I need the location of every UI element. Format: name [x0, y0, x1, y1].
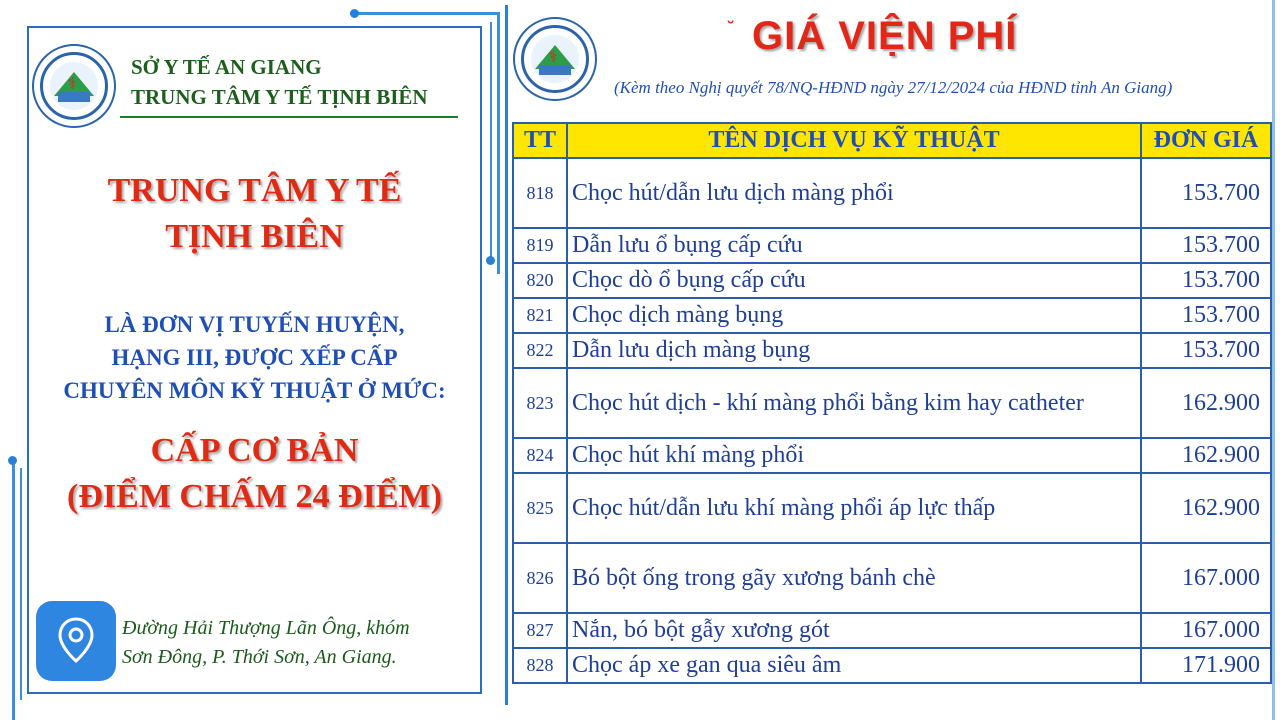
address-line: Sơn Đông, P. Thới Sơn, An Giang. [122, 646, 397, 668]
frame-line [505, 5, 508, 705]
service-name: Chọc hút/dẫn lưu khí màng phổi áp lực thấp [567, 473, 1141, 543]
address-line: Đường Hải Thượng Lãn Ông, khóm [122, 617, 410, 639]
column-header: TÊN DỊCH VỤ KỸ THUẬT [567, 123, 1141, 158]
unit-price: 153.700 [1141, 333, 1271, 368]
org-name: TRUNG TÂM Y TẾ TỊNH BIÊN [131, 85, 428, 109]
hospital-name: TỊNH BIÊN [165, 218, 344, 255]
column-header: ĐƠN GIÁ [1141, 123, 1271, 158]
frame-line [12, 462, 15, 720]
location-pin-icon [36, 601, 116, 681]
frame-line [20, 468, 22, 700]
unit-price: 167.000 [1141, 613, 1271, 648]
service-name: Dẫn lưu dịch màng bụng [567, 333, 1141, 368]
service-name: Bó bột ống trong gãy xương bánh chè [567, 543, 1141, 613]
description: CHUYÊN MÔN KỸ THUẬT Ở MỨC: [63, 378, 446, 403]
org-parent: SỞ Y TẾ AN GIANG [131, 55, 322, 79]
table-header-row [513, 123, 1271, 158]
unit-price: 153.700 [1141, 228, 1271, 263]
service-name: Dẫn lưu ổ bụng cấp cứu [567, 228, 1141, 263]
service-name: Chọc áp xe gan qua siêu âm [567, 648, 1141, 683]
table-row [513, 298, 1271, 333]
description: HẠNG III, ĐƯỢC XẾP CẤP [111, 345, 398, 370]
technical-level: CẤP CƠ BẢN [150, 432, 359, 469]
unit-price: 162.900 [1141, 438, 1271, 473]
service-name: Chọc hút/dẫn lưu dịch màng phổi [567, 158, 1141, 228]
row-number: 824 [513, 438, 567, 473]
table-row [513, 543, 1271, 613]
unit-price: 162.900 [1141, 473, 1271, 543]
unit-price: 162.900 [1141, 368, 1271, 438]
table-row [513, 473, 1271, 543]
hospital-logo: ⚕ [32, 44, 116, 128]
row-number: 828 [513, 648, 567, 683]
table-row [513, 438, 1271, 473]
row-number: 819 [513, 228, 567, 263]
service-name: Chọc hút dịch - khí màng phổi bằng kim hay catheter [567, 368, 1141, 438]
hospital-logo: ⚕ [513, 17, 597, 101]
row-number: 818 [513, 158, 567, 228]
hospital-name: TRUNG TÂM Y TẾ [107, 172, 402, 209]
row-number: 821 [513, 298, 567, 333]
table-row [513, 263, 1271, 298]
row-number: 825 [513, 473, 567, 543]
service-name: Nắn, bó bột gẫy xương gót [567, 613, 1141, 648]
service-name: Chọc hút khí màng phổi [567, 438, 1141, 473]
row-number: 822 [513, 333, 567, 368]
table-row [513, 333, 1271, 368]
service-name: Chọc dò ổ bụng cấp cứu [567, 263, 1141, 298]
price-table [512, 122, 1272, 684]
unit-price: 167.000 [1141, 543, 1271, 613]
row-number: 826 [513, 543, 567, 613]
service-name: Chọc dịch màng bụng [567, 298, 1141, 333]
divider [120, 116, 458, 118]
page-subtitle: (Kèm theo Nghị quyết 78/NQ-HĐND ngày 27/12/2024 của HĐND tỉnh An Giang) [614, 78, 1173, 97]
frame-line [497, 12, 500, 274]
unit-price: 153.700 [1141, 158, 1271, 228]
frame-dot [8, 456, 17, 465]
table-row [513, 613, 1271, 648]
page-title: GIÁ VIỆN PHÍ [752, 14, 1018, 58]
table-row [513, 368, 1271, 438]
unit-price: 171.900 [1141, 648, 1271, 683]
table-row [513, 158, 1271, 228]
description: LÀ ĐƠN VỊ TUYẾN HUYỆN, [104, 312, 405, 337]
row-number: 823 [513, 368, 567, 438]
frame-line [490, 22, 492, 262]
frame-dot [486, 256, 495, 265]
unit-price: 153.700 [1141, 263, 1271, 298]
title-mark: ˘ [728, 18, 734, 38]
table-row [513, 228, 1271, 263]
frame-line [350, 12, 500, 15]
technical-score: (ĐIỂM CHẤM 24 ĐIỂM) [67, 478, 442, 515]
row-number: 827 [513, 613, 567, 648]
column-header: TT [513, 123, 567, 158]
row-number: 820 [513, 263, 567, 298]
frame-line [1272, 0, 1275, 720]
unit-price: 153.700 [1141, 298, 1271, 333]
table-row [513, 648, 1271, 683]
frame-dot [350, 9, 359, 18]
